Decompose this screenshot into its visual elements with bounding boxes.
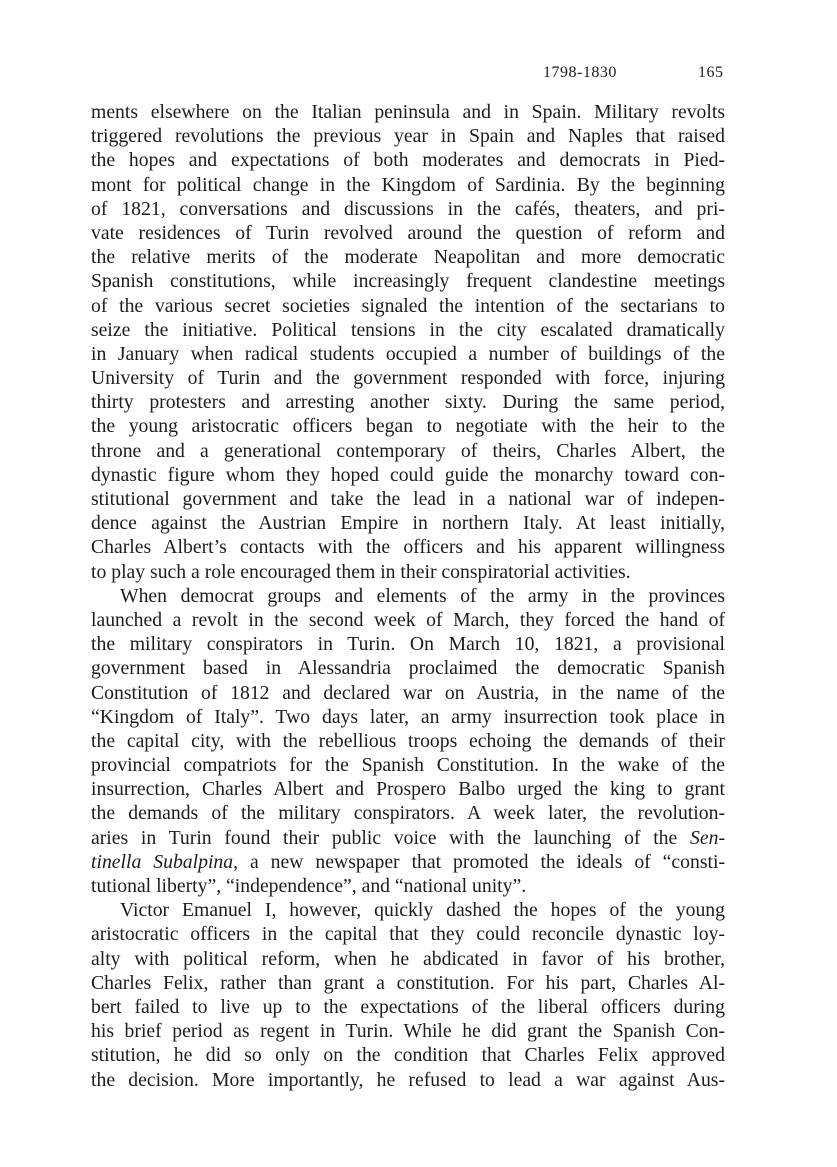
text-line — [91, 439, 725, 463]
text-segment: government based in Alessandria proclaimed the democratic Spanish — [91, 657, 725, 680]
text-segment: seize the initiative. Political tensions in the city escalated dramatically — [91, 318, 725, 341]
text-segment: the decision. More importantly, he refused to lead a war against Aus- — [91, 1068, 725, 1091]
text-segment: mont for political change in the Kingdom of Sardinia. By the beginning — [91, 173, 725, 196]
text-segment: tutional liberty”, “independence”, and “national unity”. — [91, 875, 527, 897]
text-segment: the young aristocratic officers began to negotiate with the heir to the — [91, 415, 725, 438]
text-line — [91, 1043, 725, 1067]
text-line — [91, 148, 725, 172]
text-segment: insurrection, Charles Albert and Prospero Balbo urged the king to grant — [91, 778, 725, 801]
text-segment: of 1821, conversations and discussions in the cafés, theaters, and pri- — [91, 197, 725, 220]
text-line — [91, 705, 725, 729]
text-line — [91, 124, 725, 148]
text-line — [91, 608, 725, 632]
text-line — [91, 487, 725, 511]
text-segment: Spanish constitutions, while increasingly frequent clandestine meetings — [91, 270, 725, 293]
text-segment: of the various secret societies signaled the intention of the sectarians to — [91, 294, 725, 317]
text-line — [91, 221, 725, 245]
text-segment: launched a revolt in the second week of March, they forced the hand of — [91, 608, 725, 631]
text-segment: triggered revolutions the previous year in Spain and Naples that raised — [91, 125, 725, 148]
text-line — [91, 753, 725, 777]
text-line — [91, 390, 725, 414]
italic-text: Sen- — [690, 826, 725, 849]
text-segment: aries in Turin found their public voice with the launching of the — [91, 826, 691, 849]
text-line — [91, 414, 725, 438]
text-segment: in January when radical students occupied a number of buildings of the — [91, 342, 725, 365]
text-segment: Charles Albert’s contacts with the officers and his apparent willingness — [91, 536, 725, 559]
text-line — [91, 535, 725, 559]
text-line — [91, 898, 725, 922]
text-line — [91, 463, 725, 487]
body-text — [91, 100, 725, 1092]
text-line — [91, 874, 725, 898]
text-segment: Charles Felix, rather than grant a constitution. For his part, Charles Al- — [91, 971, 725, 994]
text-line — [91, 318, 725, 342]
text-line — [91, 632, 725, 656]
text-segment: , a new newspaper that promoted the ideals of “consti- — [233, 850, 725, 873]
text-segment: “Kingdom of Italy”. Two days later, an army insurrection took place in — [91, 705, 725, 728]
text-segment: alty with political reform, when he abdicated in favor of his brother, — [91, 947, 725, 970]
text-line — [91, 1068, 725, 1092]
text-segment: the hopes and expectations of both moderates and democrats in Pied- — [91, 149, 725, 172]
running-head-section: 1798-1830 — [543, 64, 617, 81]
text-segment: the relative merits of the moderate Neapolitan and more democratic — [91, 246, 725, 269]
text-segment: When democrat groups and elements of the army in the provinces — [120, 584, 725, 607]
text-line — [91, 947, 725, 971]
italic-text: tinella Subalpina — [91, 850, 234, 873]
text-segment: dence against the Austrian Empire in northern Italy. At least initially, — [91, 512, 725, 535]
text-segment: thirty protesters and arresting another sixty. During the same period, — [91, 391, 725, 414]
text-segment: the military conspirators in Turin. On March 10, 1821, a provisional — [91, 633, 725, 656]
text-segment: Constitution of 1812 and declared war on Austria, in the name of the — [91, 681, 725, 704]
text-line — [91, 269, 725, 293]
text-line — [91, 197, 725, 221]
text-line — [91, 971, 725, 995]
text-line — [91, 1019, 725, 1043]
text-line — [91, 366, 725, 390]
text-line — [91, 681, 725, 705]
text-segment: Victor Emanuel I, however, quickly dashed the hopes of the young — [120, 899, 725, 922]
text-line — [91, 850, 725, 874]
text-line — [91, 729, 725, 753]
text-segment: dynastic figure whom they hoped could guide the monarchy toward con- — [91, 463, 725, 486]
text-line — [91, 100, 725, 124]
text-line — [91, 294, 725, 318]
text-line — [91, 826, 725, 850]
text-line — [91, 656, 725, 680]
text-segment: provincial compatriots for the Spanish Constitution. In the wake of the — [91, 754, 725, 777]
text-segment: the demands of the military conspirators. A week later, the revolution- — [91, 802, 725, 825]
text-segment: his brief period as regent in Turin. While he did grant the Spanish Con- — [91, 1020, 725, 1043]
text-line — [91, 922, 725, 946]
text-segment: aristocratic officers in the capital that they could reconcile dynastic loy- — [91, 923, 725, 946]
running-head — [0, 64, 837, 86]
text-line — [91, 995, 725, 1019]
text-segment: bert failed to live up to the expectations of the liberal officers during — [91, 995, 725, 1018]
text-segment: stitution, he did so only on the condition that Charles Felix approved — [91, 1044, 725, 1067]
text-line — [91, 245, 725, 269]
text-line — [91, 342, 725, 366]
text-line — [91, 173, 725, 197]
text-segment: throne and a generational contemporary of theirs, Charles Albert, the — [91, 439, 725, 462]
text-segment: vate residences of Turin revolved around the question of reform and — [91, 221, 725, 244]
text-line — [91, 511, 725, 535]
text-line — [91, 560, 725, 584]
text-segment: to play such a role encouraged them in their conspiratorial activities. — [91, 560, 631, 583]
text-segment: ments elsewhere on the Italian peninsula and in Spain. Military revolts — [91, 101, 725, 123]
text-line — [91, 801, 725, 825]
text-segment: University of Turin and the government responded with force, injuring — [91, 367, 725, 390]
text-line — [91, 584, 725, 608]
page-number: 165 — [698, 64, 724, 81]
text-segment: the capital city, with the rebellious troops echoing the demands of their — [91, 729, 725, 752]
text-line — [91, 777, 725, 801]
text-segment: stitutional government and take the lead in a national war of indepen- — [91, 488, 725, 510]
